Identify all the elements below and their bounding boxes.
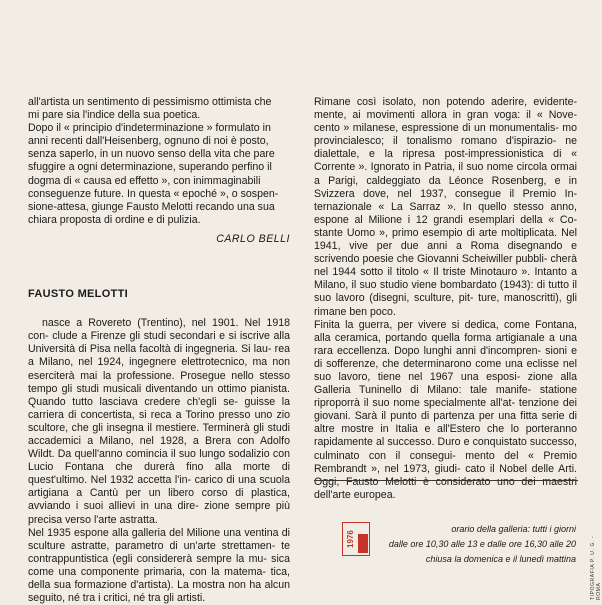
- intro-line: dogma di « causa ed effetto », con inimmaginabili: [28, 174, 261, 187]
- artist-heading: FAUSTO MELOTTI: [28, 288, 128, 301]
- hours-line: chiusa la domenica e il lunedì mattina: [425, 553, 576, 564]
- intro-line: sfuggire a ogni determinazione, superando perfino il: [28, 161, 272, 174]
- intro-line: anni recenti dall'Heisenberg, ognuno di noi è posto,: [28, 135, 269, 148]
- intro-line: all'artista un sentimento di pessimismo ottimista che: [28, 96, 272, 108]
- intro-line: mi pare sia l'indice della sua poetica.: [28, 109, 201, 122]
- bio-paragraph: nasce a Rovereto (Trentino), nel 1901. Nel 1918 con- clude a Firenze gli studi secondari e si iscrive alla Università di Pisa nella facoltà di ingegneria. Si lau- rea a Milano, nel 1924, ingegnere elettrotecnico, ma non eserciterà mai la professione. Prosegue nello stesso tempo gli studi musicali diventando un ottimo pianista. Quando tutto lasciava credere ch'egli se- guisse la carriera di concertista, si reca a Torino presso uno zio scultore, che gli insegna il mestiere. Terminerà gli studi accademici a Milano, nel 1928, a Brera con Adolfo Wildt. Da quell'anno comincia il suo lungo sodalizio con Lucio Fontana che durerà fino alla morte di quest'ultimo. Nel 1932 accetta l'in- carico di una scuola artigiana a Cantù per un libero corso di plastica, avviando i suoi allievi in una dire- zione sempre più precisa verso l'arte astratta.: [28, 317, 290, 526]
- hours-line: orario della galleria: tutti i giorni: [451, 524, 576, 534]
- bio-paragraph: Finita la guerra, per vivere si dedica, come Fontana, alla ceramica, portando quella forma artigianale a una rara eccellenza. Dopo lunghi anni d'incompren- sioni e di sofferenze, che determinarono come una eclisse nel suo lavoro, tiene nel 1967 una esposi- zione alla Galleria Tuninello di Milano: tale manife- statione riproporrà il suo nome specialmente all'at- tenzione dei giovani. Sarà il punto di partenza per una fitta serie di altre mostre in Italia e all'Estero che lo porteranno rapidamente al successo. Duro e conquistato successo, culminato con il consegui- mento del « Premio Rembrandt », nel 1973, giudi- cato il Nobel delle Arti. Oggi, Fausto Melotti è considerato uno dei maestri dell'arte europea.: [314, 318, 577, 501]
- logo-mark: [358, 534, 368, 553]
- intro-line: conseguenze future. In questa « epoché », o sospen-: [28, 187, 279, 200]
- bio-paragraph: Rimane così isolato, non potendo aderire, evidente- mente, ai movimenti allora in gran voga: il « Nove- cento » milanese, espressione di un monumentalis- mo provincialesco; il tonalismo romano d'ispirazio- ne dialettale, e la ripresa post-impressionistica di « Corrente ». Ignorato in Patria, il suo nome circola ormai a Parigi, caldeggiato da Léonce Rosenberg, e in Svizzera dove, nel 1937, consegue il Premio In- ternazionale « La Sarraz ». In quello stesso anno, espone al Milione i 12 grandi esemplari della « Co- stante Uomo », primo esempio di arte moltiplicata. Nel 1941, vive per due anni a Roma disegnando e scrivendo poesie che Giovanni Scheiwiller pubbli- cherà nel 1944 sotto il titolo « Il triste Minotauro ». Intanto a Milano, il suo studio viene bombardato (1943): di tutto il suo lavoro (disegni, sculture, pit- ture, manoscritti), gli rimane ben poco.: [314, 96, 577, 318]
- logo-year: 1976: [346, 530, 355, 548]
- intro-line: sione-attesa, giunge Fausto Melotti recando una sua: [28, 200, 275, 213]
- intro-line: Dopo il « principio d'indeterminazione » formulato in: [28, 122, 271, 135]
- gallery-hours: [386, 522, 576, 566]
- right-column: [314, 96, 577, 502]
- bio-paragraph: Nel 1935 espone alla galleria del Milione una ventina di sculture astratte, parametro di un'arte strettamen- te contrappuntistica (egli considererà sempre la mu- sica come una componente primaria, con la matema- tica, della sua formazione d'artista). La mostra non ha alcun seguito, né tra i critici, né tra gli artisti.: [28, 526, 290, 605]
- hours-line: dalle ore 10,30 alle 13 e dalle ore 16,30 alle 20: [388, 538, 576, 549]
- gallery-logo: [342, 522, 370, 556]
- author-signature: CARLO BELLI: [216, 232, 290, 245]
- intro-text: [28, 96, 290, 227]
- printer-credit: TIPOGRAFIA P. U. G. - ROMA: [590, 535, 602, 600]
- footer-divider: [314, 480, 578, 481]
- intro-line: chiara proposta di ordine e di pulizia.: [28, 213, 201, 226]
- left-column: [28, 96, 290, 605]
- intro-line: senza saperlo, in un nuovo senso della vita che pare: [28, 148, 275, 161]
